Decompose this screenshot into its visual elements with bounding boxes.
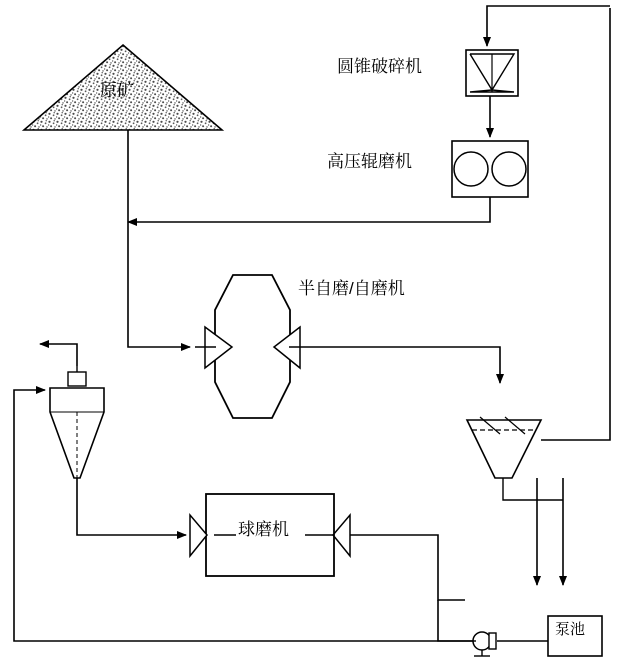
label-sag-mill: 半自磨/自磨机 <box>298 279 405 298</box>
label-hpgr: 高压辊磨机 <box>327 152 412 171</box>
flow-recycle-to-cone-crusher <box>487 6 610 46</box>
label-ball-mill: 球磨机 <box>238 520 289 539</box>
flow-screen-drain <box>503 478 563 500</box>
node-cone-crusher <box>466 50 518 96</box>
flow-sag-to-screen <box>333 347 500 383</box>
flow-cyclone-overflow <box>40 344 77 366</box>
label-cone-crusher: 圆锥破碎机 <box>337 57 422 76</box>
flow-cyclone-underflow-to-ball-mill <box>77 478 186 535</box>
node-hpgr <box>452 141 528 197</box>
flow-hpgr-to-sag <box>128 197 490 222</box>
node-screen <box>467 417 541 478</box>
label-pump-sump: 泵池 <box>555 621 586 638</box>
flow-ball-mill-to-sump <box>350 535 473 641</box>
flow-screen-oversize-recycle <box>541 8 610 440</box>
label-ore-stockpile: 原矿 <box>100 81 134 100</box>
flow-ore-to-sag <box>128 130 190 347</box>
node-pump <box>473 632 496 656</box>
node-hydrocyclone <box>50 366 104 478</box>
